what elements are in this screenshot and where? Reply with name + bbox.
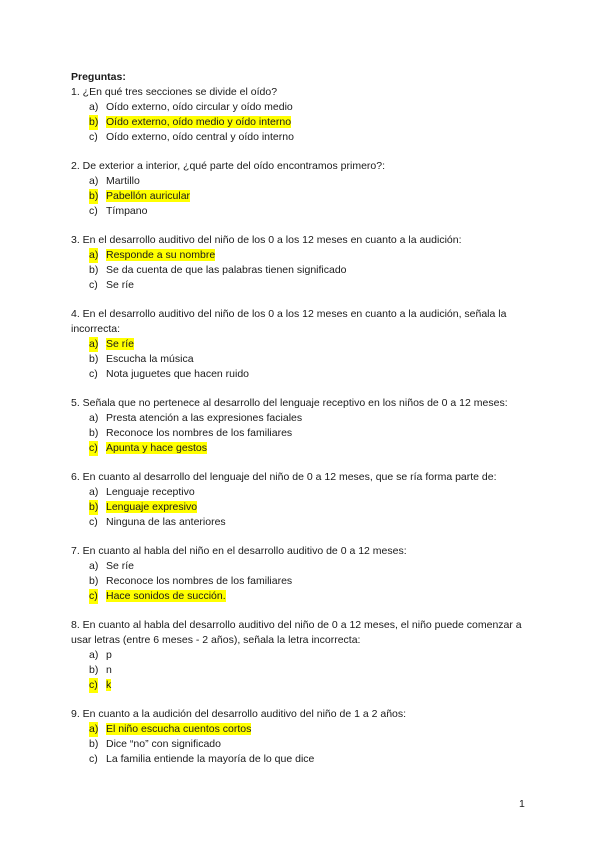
answer-option [71,663,531,678]
option-text: Reconoce los nombres de los familiares [106,575,293,587]
option-letter: a) [89,101,99,113]
option-text: k [106,679,112,691]
option-text: Lenguaje receptivo [106,486,195,498]
option-text: n [106,664,112,676]
question-1 [71,85,531,145]
option-list [71,485,531,530]
question-text: 6. En cuanto al desarrollo del lenguaje del niño de 0 a 12 meses, que se ría forma parte de: [71,471,497,483]
option-list [71,411,531,456]
answer-option [71,411,531,426]
option-text: Se ríe [106,279,135,291]
option-letter: b) [89,501,99,513]
option-letter: c) [89,753,98,765]
question-text: 9. En cuanto a la audición del desarrollo auditivo del niño de 1 a 2 años: [71,708,407,720]
question-spacer [71,693,531,707]
option-list [71,648,531,693]
option-letter: a) [89,249,99,261]
option-list [71,248,531,293]
answer-option-highlighted [71,337,531,352]
option-text: Se ríe [106,338,135,350]
option-list [71,337,531,382]
option-text: El niño escucha cuentos cortos [106,723,252,735]
option-text: Se da cuenta de que las palabras tienen significado [106,264,347,276]
option-letter: b) [89,664,99,676]
option-letter: c) [89,205,98,217]
option-text: Lenguaje expresivo [106,501,198,513]
question-spacer [71,293,531,307]
option-text: Pabellón auricular [106,190,191,202]
answer-option [71,515,531,530]
question-text: 2. De exterior a interior, ¿qué parte del oído encontramos primero?: [71,160,385,172]
answer-option [71,204,531,219]
answer-option-highlighted [71,589,531,604]
option-letter: b) [89,738,99,750]
option-list [71,100,531,145]
question-spacer [71,456,531,470]
option-letter: b) [89,264,99,276]
question-text: 7. En cuanto al habla del niño en el desarrollo auditivo de 0 a 12 meses: [71,545,407,557]
question-6 [71,470,531,530]
question-8 [71,618,531,693]
option-list [71,722,531,767]
option-text: La familia entiende la mayoría de lo que dice [106,753,315,765]
option-letter: c) [89,516,98,528]
option-letter: c) [89,368,98,380]
answer-option [71,352,531,367]
answer-option-highlighted [71,115,531,130]
option-letter: c) [89,590,98,602]
option-letter: c) [89,679,98,691]
option-letter: a) [89,486,99,498]
option-list [71,559,531,604]
question-5 [71,396,531,456]
option-text: Apunta y hace gestos [106,442,207,454]
section-heading: Preguntas: [71,71,126,83]
answer-option [71,752,531,767]
question-spacer [71,530,531,544]
option-text: Oído externo, oído central y oído interno [106,131,294,143]
answer-option-highlighted [71,678,531,693]
answer-option [71,574,531,589]
option-letter: c) [89,279,98,291]
option-letter: b) [89,116,99,128]
option-letter: a) [89,723,99,735]
option-letter: b) [89,427,99,439]
answer-option [71,485,531,500]
question-list [71,85,531,767]
page-number: 1 [519,798,525,810]
question-spacer [71,604,531,618]
question-9 [71,707,531,767]
option-list [71,174,531,219]
answer-option-highlighted [71,248,531,263]
option-letter: a) [89,560,99,572]
question-7 [71,544,531,604]
option-letter: a) [89,412,99,424]
answer-option [71,737,531,752]
option-text: Hace sonidos de succión. [106,590,226,602]
question-spacer [71,382,531,396]
option-text: Oído externo, oído circular y oído medio [106,101,293,113]
answer-option-highlighted [71,441,531,456]
option-text: Tímpano [106,205,148,217]
question-text: 4. En el desarrollo auditivo del niño de los 0 a los 12 meses en cuanto a la audición, señala la incorrecta: [71,308,507,335]
answer-option-highlighted [71,500,531,515]
answer-option [71,559,531,574]
option-text: Martillo [106,175,140,187]
question-3 [71,233,531,293]
question-text: 3. En el desarrollo auditivo del niño de los 0 a los 12 meses en cuanto a la audición: [71,234,462,246]
option-text: Reconoce los nombres de los familiares [106,427,293,439]
option-text: Dice “no” con significado [106,738,221,750]
option-text: Oído externo, oído medio y oído interno [106,116,292,128]
answer-option [71,367,531,382]
answer-option [71,263,531,278]
option-text: Se ríe [106,560,135,572]
question-text: 1. ¿En qué tres secciones se divide el oído? [71,86,278,98]
answer-option-highlighted [71,722,531,737]
question-text: 8. En cuanto al habla del desarrollo auditivo del niño de 0 a 12 meses, el niño puede comenzar a usar letras (entre 6 meses - 2 años), señala la letra incorrecta: [71,619,522,646]
option-text: Nota juguetes que hacen ruido [106,368,250,380]
question-spacer [71,145,531,159]
answer-option [71,100,531,115]
option-letter: b) [89,575,99,587]
question-spacer [71,219,531,233]
option-text: Escucha la música [106,353,194,365]
option-letter: c) [89,442,98,454]
option-text: Ninguna de las anteriores [106,516,226,528]
option-letter: c) [89,131,98,143]
option-letter: a) [89,649,99,661]
option-letter: a) [89,338,99,350]
answer-option [71,174,531,189]
question-4 [71,307,531,382]
answer-option-highlighted [71,189,531,204]
answer-option [71,130,531,145]
option-letter: a) [89,175,99,187]
option-text: Presta atención a las expresiones faciales [106,412,303,424]
question-2 [71,159,531,219]
document-content [71,70,531,767]
question-text: 5. Señala que no pertenece al desarrollo del lenguaje receptivo en los niños de 0 a 12 meses: [71,397,508,409]
answer-option [71,278,531,293]
option-letter: b) [89,190,99,202]
option-text: Responde a su nombre [106,249,216,261]
option-text: p [106,649,112,661]
answer-option [71,426,531,441]
answer-option [71,648,531,663]
option-letter: b) [89,353,99,365]
